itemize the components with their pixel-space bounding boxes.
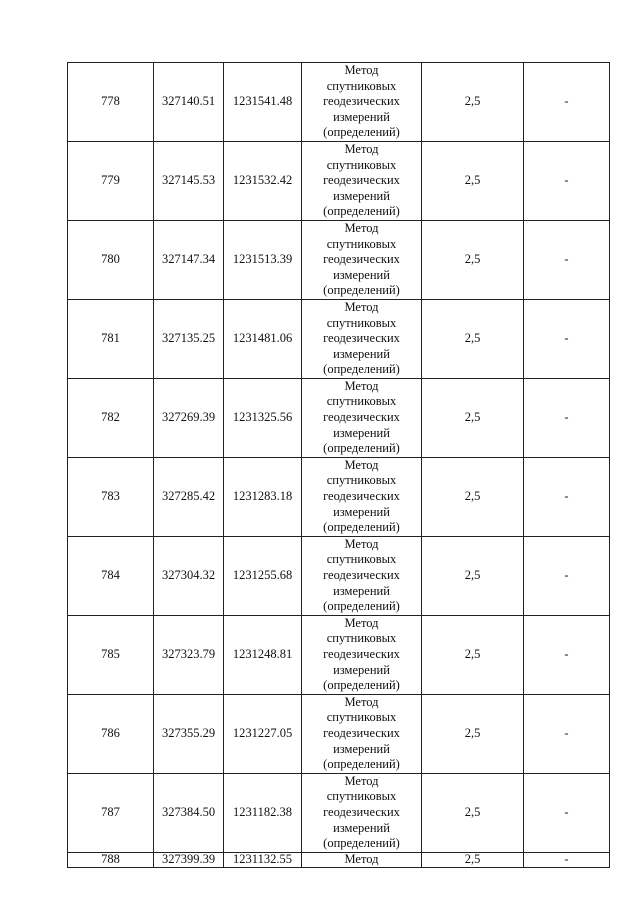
method-line: Метод	[344, 141, 379, 156]
extra-cell: -	[524, 694, 610, 773]
x-coordinate-cell: 327145.53	[154, 141, 224, 220]
method-line: геодезических	[323, 331, 400, 346]
method-cell	[302, 852, 422, 867]
method-line: геодезических	[323, 646, 400, 661]
method-line: измерений	[333, 188, 390, 203]
method-line: Метод	[344, 457, 379, 472]
extra-cell: -	[524, 220, 610, 299]
method-cell	[302, 773, 422, 852]
y-coordinate-cell: 1231283.18	[224, 457, 302, 536]
table-row	[68, 220, 610, 299]
method-line: (определений)	[323, 362, 400, 377]
method-line: Метод	[344, 63, 379, 77]
point-number-cell: 783	[68, 457, 154, 536]
method-line: спутниковых	[326, 789, 397, 804]
accuracy-cell: 2,5	[422, 615, 524, 694]
y-coordinate-cell: 1231182.38	[224, 773, 302, 852]
extra-cell: -	[524, 773, 610, 852]
x-coordinate-cell: 327147.34	[154, 220, 224, 299]
point-number-cell: 781	[68, 299, 154, 378]
method-line: Метод	[344, 615, 379, 630]
extra-cell: -	[524, 63, 610, 142]
method-line: измерений	[333, 346, 390, 361]
accuracy-cell: 2,5	[422, 694, 524, 773]
method-line: спутниковых	[326, 631, 397, 646]
y-coordinate-cell: 1231227.05	[224, 694, 302, 773]
point-number-cell: 780	[68, 220, 154, 299]
method-line: геодезических	[323, 252, 400, 267]
method-line: геодезических	[323, 173, 400, 188]
method-line: Метод	[344, 852, 379, 867]
method-line: измерений	[333, 820, 390, 835]
accuracy-cell: 2,5	[422, 536, 524, 615]
point-number-cell: 787	[68, 773, 154, 852]
table-row	[68, 615, 610, 694]
method-line: (определений)	[323, 836, 400, 851]
y-coordinate-cell: 1231513.39	[224, 220, 302, 299]
method-cell	[302, 378, 422, 457]
y-coordinate-cell: 1231541.48	[224, 63, 302, 142]
method-line: (определений)	[323, 283, 400, 298]
x-coordinate-cell: 327399.39	[154, 852, 224, 867]
table-body	[68, 63, 610, 868]
method-line: геодезических	[323, 94, 400, 109]
method-line: геодезических	[323, 804, 400, 819]
method-line: Метод	[344, 773, 379, 788]
method-line: (определений)	[323, 204, 400, 219]
point-number-cell: 779	[68, 141, 154, 220]
method-line: Метод	[344, 299, 379, 314]
x-coordinate-cell: 327355.29	[154, 694, 224, 773]
method-cell	[302, 536, 422, 615]
point-number-cell: 788	[68, 852, 154, 867]
y-coordinate-cell: 1231532.42	[224, 141, 302, 220]
method-line: спутниковых	[326, 473, 397, 488]
method-line: геодезических	[323, 489, 400, 504]
method-line: измерений	[333, 741, 390, 756]
method-cell	[302, 694, 422, 773]
method-cell	[302, 141, 422, 220]
extra-cell: -	[524, 536, 610, 615]
extra-cell: -	[524, 457, 610, 536]
extra-cell: -	[524, 141, 610, 220]
method-line: спутниковых	[326, 552, 397, 567]
method-line: (определений)	[323, 599, 400, 614]
method-line: Метод	[344, 220, 379, 235]
table-row	[68, 141, 610, 220]
method-line: спутниковых	[326, 157, 397, 172]
table-row	[68, 773, 610, 852]
extra-cell: -	[524, 299, 610, 378]
y-coordinate-cell: 1231255.68	[224, 536, 302, 615]
point-number-cell: 786	[68, 694, 154, 773]
accuracy-cell: 2,5	[422, 773, 524, 852]
extra-cell: -	[524, 615, 610, 694]
x-coordinate-cell: 327285.42	[154, 457, 224, 536]
x-coordinate-cell: 327140.51	[154, 63, 224, 142]
point-number-cell: 778	[68, 63, 154, 142]
method-line: Метод	[344, 378, 379, 393]
table-row	[68, 694, 610, 773]
extra-cell: -	[524, 378, 610, 457]
accuracy-cell: 2,5	[422, 220, 524, 299]
x-coordinate-cell: 327323.79	[154, 615, 224, 694]
method-line: измерений	[333, 504, 390, 519]
method-line: спутниковых	[326, 710, 397, 725]
method-cell	[302, 63, 422, 142]
point-number-cell: 784	[68, 536, 154, 615]
x-coordinate-cell: 327269.39	[154, 378, 224, 457]
x-coordinate-cell: 327304.32	[154, 536, 224, 615]
method-line: измерений	[333, 109, 390, 124]
method-line: (определений)	[323, 520, 400, 535]
coordinates-table	[67, 62, 610, 868]
accuracy-cell: 2,5	[422, 63, 524, 142]
method-line: спутниковых	[326, 78, 397, 93]
y-coordinate-cell: 1231325.56	[224, 378, 302, 457]
method-line: (определений)	[323, 125, 400, 140]
method-line: измерений	[333, 267, 390, 282]
accuracy-cell: 2,5	[422, 852, 524, 867]
table-row	[68, 63, 610, 142]
method-line: Метод	[344, 694, 379, 709]
table-row	[68, 299, 610, 378]
y-coordinate-cell: 1231132.55	[224, 852, 302, 867]
table-row	[68, 852, 610, 867]
method-line: (определений)	[323, 441, 400, 456]
method-line: Метод	[344, 536, 379, 551]
y-coordinate-cell: 1231248.81	[224, 615, 302, 694]
point-number-cell: 785	[68, 615, 154, 694]
table-row	[68, 536, 610, 615]
method-line: (определений)	[323, 757, 400, 772]
table-row	[68, 457, 610, 536]
method-line: измерений	[333, 425, 390, 440]
point-number-cell: 782	[68, 378, 154, 457]
accuracy-cell: 2,5	[422, 141, 524, 220]
extra-cell: -	[524, 852, 610, 867]
method-cell	[302, 220, 422, 299]
method-line: геодезических	[323, 410, 400, 425]
method-line: геодезических	[323, 725, 400, 740]
method-cell	[302, 299, 422, 378]
accuracy-cell: 2,5	[422, 299, 524, 378]
method-line: измерений	[333, 662, 390, 677]
method-line: спутниковых	[326, 315, 397, 330]
method-line: измерений	[333, 583, 390, 598]
method-line: геодезических	[323, 568, 400, 582]
method-line: спутниковых	[326, 236, 397, 251]
x-coordinate-cell: 327384.50	[154, 773, 224, 852]
y-coordinate-cell: 1231481.06	[224, 299, 302, 378]
table-row	[68, 378, 610, 457]
method-cell	[302, 615, 422, 694]
method-line: спутниковых	[326, 394, 397, 409]
accuracy-cell: 2,5	[422, 378, 524, 457]
x-coordinate-cell: 327135.25	[154, 299, 224, 378]
method-line: (определений)	[323, 678, 400, 693]
accuracy-cell: 2,5	[422, 457, 524, 536]
method-cell	[302, 457, 422, 536]
